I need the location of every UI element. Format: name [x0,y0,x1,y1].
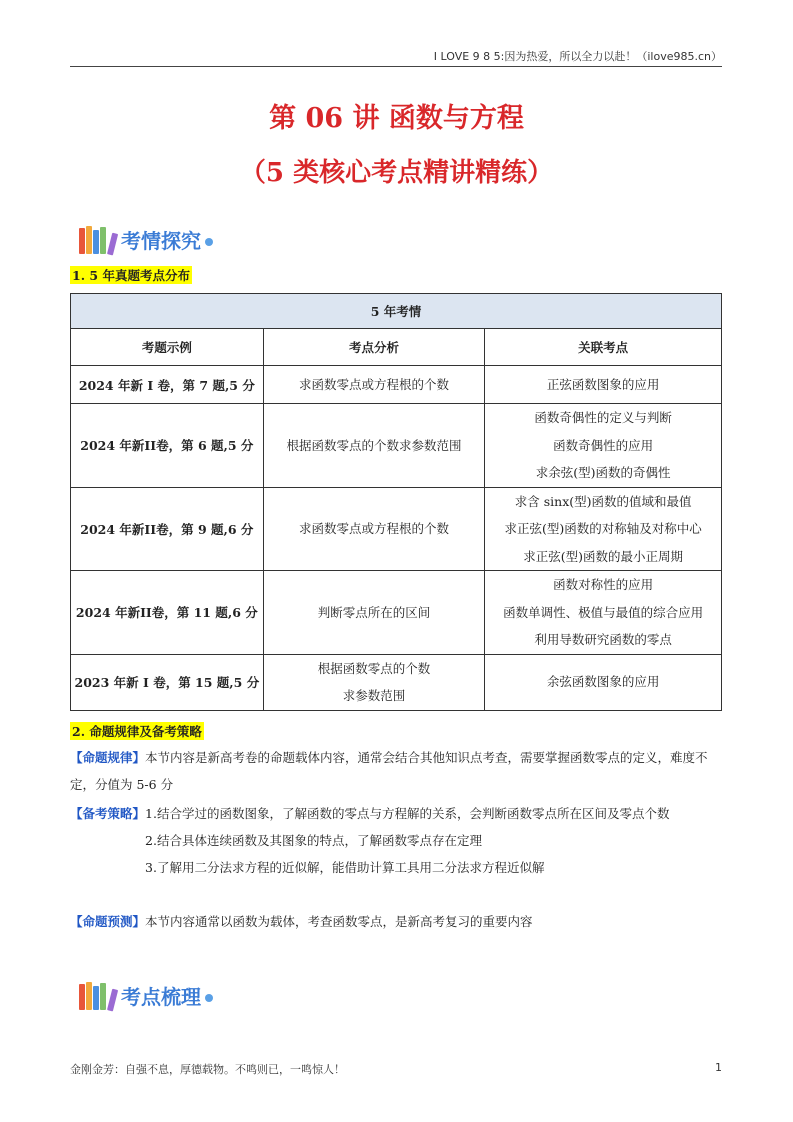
col-header-analysis: 考点分析 [263,329,485,366]
table-row [71,404,722,488]
analysis-line: 根据函数零点的个数 [317,660,431,676]
footer-motto: 金刚金芳：自强不息，厚德载物。不鸣则已，一鸣惊人！ [70,1063,345,1076]
related-line: 函数对称性的应用 [553,577,654,592]
section-heading-key-points [77,978,213,1012]
related-line: 求余弦(型)函数的奇偶性 [535,465,671,480]
exam-analysis [263,487,485,571]
exam-analysis [263,571,485,655]
page-header: I LOVE 9 8 5:因为热爱，所以全力以赴！（ilove985.cn） [433,50,722,63]
related-points [485,654,722,710]
related-line: 函数奇偶性的应用 [553,437,654,453]
predict-tag: 【命题预测】 [70,914,146,929]
dot-icon [205,994,213,1002]
predict-text: 本节内容通常以函数为载体，考查函数零点，是新高考复习的重要内容 [145,914,533,929]
rule-tag: 【命题规律】 [70,750,146,765]
plan-paragraph [70,800,722,881]
lecture-subtitle: （5 类核心考点精讲精练） [239,158,554,188]
plan-tag: 【备考策略】 [70,806,146,821]
dot-icon [205,238,213,246]
related-line: 函数单调性、极值与最值的综合应用 [503,604,704,620]
related-points [485,487,722,571]
col-header-example: 考题示例 [71,329,264,366]
exam-example: 2024 年新II卷，第 6 题,5 分 [71,404,264,488]
related-line: 求含 sinx(型)函数的值域和最值 [514,493,692,509]
section-title: 考点梳理 [121,984,201,1009]
exam-example: 2024 年新II卷，第 11 题,6 分 [71,571,264,655]
books-icon [77,224,117,254]
analysis-line: 判断零点所在的区间 [317,604,431,620]
related-line: 正弦函数图象的应用 [546,376,660,392]
exam-analysis [263,404,485,488]
related-line: 函数奇偶性的定义与判断 [534,410,672,425]
exam-analysis [263,654,485,710]
exam-analysis [263,366,485,404]
table-row [71,487,722,571]
plan-item: 2.结合具体连续函数及其图象的特点，了解函数零点存在定理 [145,833,482,848]
table-caption: 5 年考情 [71,294,722,329]
analysis-line: 求参数范围 [342,688,406,703]
related-points [485,366,722,404]
table-row [71,571,722,655]
analysis-line: 根据函数零点的个数求参数范围 [286,437,462,453]
page-number: 1 [715,1061,722,1074]
section-title: 考情探究 [121,228,201,253]
analysis-line: 求函数零点或方程根的个数 [299,521,450,536]
lecture-title: 第 06 讲 函数与方程 [269,103,524,134]
plan-item: 1.结合学过的函数图象，了解函数的零点与方程解的关系，会判断函数零点所在区间及零点个数 [145,806,670,821]
exam-example: 2024 年新II卷，第 9 题,6 分 [71,487,264,571]
related-line: 利用导数研究函数的零点 [534,632,672,647]
plan-item: 3.了解用二分法求方程的近似解，能借助计算工具用二分法求方程近似解 [145,860,545,875]
header-divider [70,66,722,67]
related-points [485,404,722,488]
subsection-title-strategy: 2. 命题规律及备考策略 [72,724,202,739]
col-header-related: 关联考点 [485,329,722,366]
subsection-title-distribution: 1. 5 年真题考点分布 [72,268,190,283]
related-line: 余弦函数图象的应用 [546,674,660,690]
analysis-line: 求函数零点或方程根的个数 [299,376,450,392]
related-line: 求正弦(型)函数的对称轴及对称中心 [504,521,702,536]
predict-paragraph [70,908,722,935]
rule-paragraph [70,744,722,798]
exam-example: 2024 年新 I 卷，第 7 题,5 分 [71,366,264,404]
related-line: 求正弦(型)函数的最小正周期 [523,548,684,564]
section-heading-exam-analysis [77,222,213,256]
rule-text: 本节内容是新高考卷的命题载体内容，通常会结合其他知识点考查，需要掌握函数零点的定义，难度不定，分值为 5-6 分 [70,750,708,792]
exam-distribution-table [70,293,722,711]
table-row [71,366,722,404]
table-row [71,654,722,710]
page-footer [70,1061,722,1077]
books-icon [77,980,117,1010]
related-points [485,571,722,655]
exam-example: 2023 年新 I 卷，第 15 题,5 分 [71,654,264,710]
